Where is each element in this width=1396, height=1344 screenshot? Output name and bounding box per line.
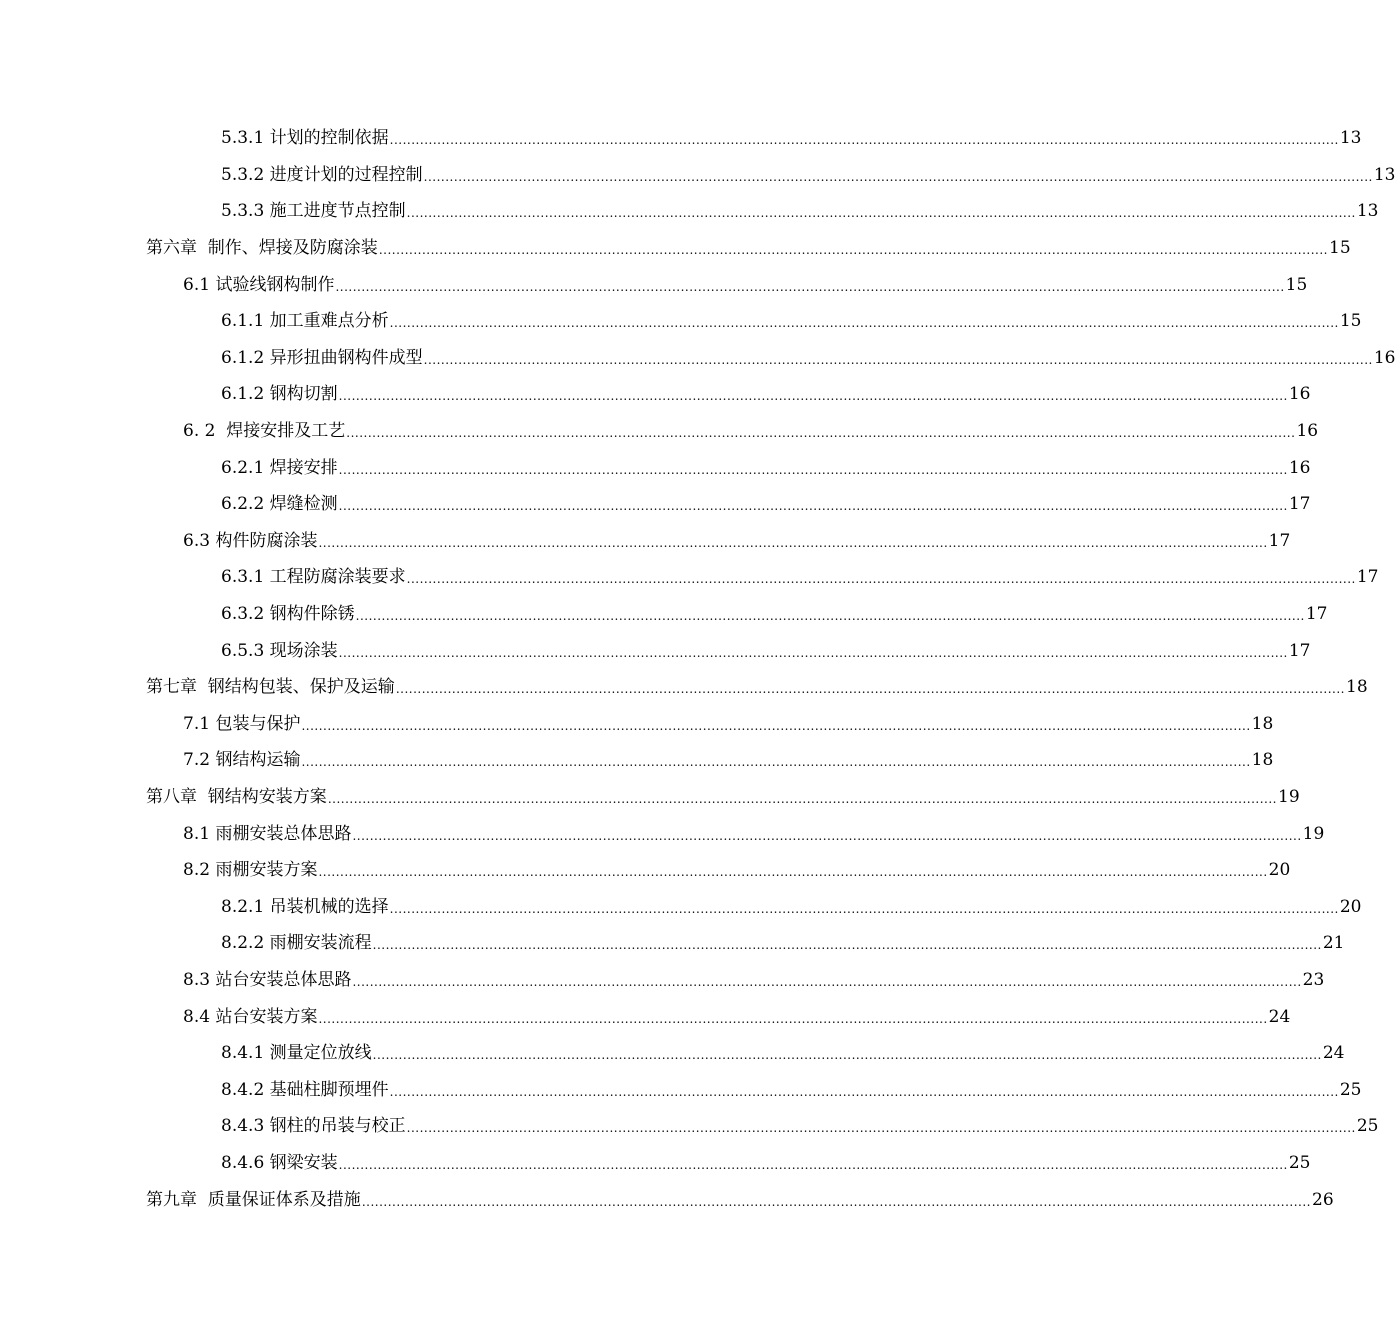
toc-entry-page-number: 16 <box>1296 421 1319 442</box>
toc-entry-title: 6. 2 焊接安排及工艺 <box>183 421 346 442</box>
toc-entry-page-number: 21 <box>1322 933 1345 954</box>
toc-entry-title: 6.3.2 钢构件除锈 <box>221 604 355 625</box>
toc-entry-page-number: 24 <box>1268 1006 1291 1027</box>
toc-dot-leader: ............................................................................................................................................................................................................................ <box>406 1121 1356 1136</box>
toc-entry-title: 第九章 质量保证体系及措施 <box>146 1189 361 1210</box>
toc-entry-title: 6.2.1 焊接安排 <box>221 457 338 478</box>
toc-entry[interactable] <box>0 1108 1379 1145</box>
toc-entry-page-number: 19 <box>1302 823 1325 844</box>
toc-entry-page-number: 26 <box>1312 1189 1334 1210</box>
toc-entry-page-number: 16 <box>1288 457 1311 478</box>
toc-entry-title: 8.4 站台安装方案 <box>183 1006 318 1027</box>
toc-entry-title: 6.1 试验线钢构制作 <box>183 274 335 295</box>
toc-dot-leader: ............................................................................................................................................................................................................................ <box>338 645 1288 660</box>
toc-dot-leader: ............................................................................................................................................................................................................................ <box>389 1084 1339 1099</box>
toc-entry-page-number: 13 <box>1339 128 1362 149</box>
toc-entry-title: 5.3.1 计划的控制依据 <box>221 128 389 149</box>
toc-entry-page-number: 19 <box>1278 786 1300 807</box>
toc-entry[interactable] <box>0 706 1274 743</box>
toc-entry[interactable] <box>0 376 1311 413</box>
toc-entry-title: 6.1.1 加工重难点分析 <box>221 311 389 332</box>
toc-entry-title: 8.4.3 钢柱的吊装与校正 <box>221 1116 406 1137</box>
toc-dot-leader: ............................................................................................................................................................................................................................ <box>338 462 1288 477</box>
toc-entry[interactable] <box>0 413 1319 450</box>
toc-entry-title: 5.3.2 进度计划的过程控制 <box>221 164 423 185</box>
toc-entry-page-number: 25 <box>1288 1152 1311 1173</box>
toc-entry-page-number: 17 <box>1305 604 1328 625</box>
toc-entry-page-number: 16 <box>1288 384 1311 405</box>
toc-dot-leader: ............................................................................................................................................................................................................................ <box>372 1048 1322 1063</box>
table-of-contents <box>0 120 1396 1218</box>
toc-dot-leader: ............................................................................................................................................................................................................................ <box>346 426 1296 441</box>
toc-entry-title: 8.4.2 基础柱脚预埋件 <box>221 1079 389 1100</box>
toc-entry-page-number: 18 <box>1346 677 1368 698</box>
toc-entry[interactable] <box>0 669 1368 706</box>
toc-entry[interactable] <box>0 266 1308 303</box>
toc-dot-leader: ............................................................................................................................................................................................................................ <box>389 901 1339 916</box>
toc-entry-title: 8.2.2 雨棚安装流程 <box>221 933 372 954</box>
toc-dot-leader: ............................................................................................................................................................................................................................ <box>406 572 1356 587</box>
toc-dot-leader: ............................................................................................................................................................................................................................ <box>338 1157 1288 1172</box>
toc-entry[interactable] <box>0 303 1362 340</box>
toc-entry-page-number: 17 <box>1288 640 1311 661</box>
toc-entry-page-number: 24 <box>1322 1043 1345 1064</box>
toc-dot-leader: ............................................................................................................................................................................................................................ <box>378 243 1328 258</box>
toc-entry-title: 6.3.1 工程防腐涂装要求 <box>221 567 406 588</box>
toc-dot-leader: ............................................................................................................................................................................................................................ <box>352 974 1302 989</box>
toc-dot-leader: ............................................................................................................................................................................................................................ <box>389 316 1339 331</box>
toc-dot-leader: ............................................................................................................................................................................................................................ <box>372 938 1322 953</box>
toc-entry[interactable] <box>0 449 1311 486</box>
toc-entry[interactable] <box>0 340 1396 377</box>
toc-entry-title: 8.1 雨棚安装总体思路 <box>183 823 352 844</box>
toc-dot-leader: ............................................................................................................................................................................................................................ <box>423 352 1373 367</box>
toc-entry-title: 8.4.1 测量定位放线 <box>221 1043 372 1064</box>
toc-entry[interactable] <box>0 1145 1311 1182</box>
toc-entry[interactable] <box>0 157 1396 194</box>
toc-entry-title: 8.2 雨棚安装方案 <box>183 860 318 881</box>
toc-dot-leader: ............................................................................................................................................................................................................................ <box>338 499 1288 514</box>
toc-dot-leader: ............................................................................................................................................................................................................................ <box>406 206 1356 221</box>
toc-entry-title: 第八章 钢结构安装方案 <box>146 786 327 807</box>
toc-entry-title: 7.1 包装与保护 <box>183 713 301 734</box>
toc-entry-title: 第六章 制作、焊接及防腐涂装 <box>146 238 378 259</box>
toc-entry[interactable] <box>0 1071 1362 1108</box>
toc-entry[interactable] <box>0 925 1345 962</box>
toc-dot-leader: ............................................................................................................................................................................................................................ <box>355 609 1305 624</box>
toc-entry-page-number: 15 <box>1329 238 1351 259</box>
toc-dot-leader: ............................................................................................................................................................................................................................ <box>327 791 1277 806</box>
toc-entry-page-number: 20 <box>1339 896 1362 917</box>
toc-entry[interactable] <box>0 193 1379 230</box>
toc-entry[interactable] <box>0 888 1362 925</box>
toc-entry-page-number: 17 <box>1288 494 1311 515</box>
toc-entry-title: 6.2.2 焊缝检测 <box>221 494 338 515</box>
toc-entry-title: 6.3 构件防腐涂装 <box>183 530 318 551</box>
toc-entry[interactable] <box>0 962 1325 999</box>
toc-dot-leader: ............................................................................................................................................................................................................................ <box>361 1194 1311 1209</box>
toc-entry-page-number: 17 <box>1356 567 1379 588</box>
toc-entry-page-number: 16 <box>1373 347 1396 368</box>
toc-entry-page-number: 18 <box>1251 750 1274 771</box>
toc-entry-title: 7.2 钢结构运输 <box>183 750 301 771</box>
toc-entry[interactable] <box>0 230 1351 267</box>
toc-entry[interactable] <box>0 596 1328 633</box>
toc-entry[interactable] <box>0 486 1311 523</box>
toc-entry[interactable] <box>0 742 1274 779</box>
toc-entry-title: 8.3 站台安装总体思路 <box>183 969 352 990</box>
toc-dot-leader: ............................................................................................................................................................................................................................ <box>335 279 1285 294</box>
toc-dot-leader: ............................................................................................................................................................................................................................ <box>423 169 1373 184</box>
toc-entry-page-number: 18 <box>1251 713 1274 734</box>
toc-entry[interactable] <box>0 559 1379 596</box>
toc-dot-leader: ............................................................................................................................................................................................................................ <box>318 535 1268 550</box>
toc-dot-leader: ............................................................................................................................................................................................................................ <box>338 389 1288 404</box>
toc-dot-leader: ............................................................................................................................................................................................................................ <box>318 1011 1268 1026</box>
toc-entry-page-number: 25 <box>1339 1079 1362 1100</box>
toc-entry[interactable] <box>0 523 1291 560</box>
toc-dot-leader: ............................................................................................................................................................................................................................ <box>395 682 1345 697</box>
toc-entry[interactable] <box>0 632 1311 669</box>
toc-entry[interactable] <box>0 852 1291 889</box>
toc-entry-title: 5.3.3 施工进度节点控制 <box>221 201 406 222</box>
toc-dot-leader: ............................................................................................................................................................................................................................ <box>301 755 1251 770</box>
toc-dot-leader: ............................................................................................................................................................................................................................ <box>352 828 1302 843</box>
toc-entry-title: 6.1.2 异形扭曲钢构件成型 <box>221 347 423 368</box>
toc-entry-page-number: 23 <box>1302 969 1325 990</box>
toc-entry-title: 8.4.6 钢梁安装 <box>221 1152 338 1173</box>
toc-dot-leader: ............................................................................................................................................................................................................................ <box>389 133 1339 148</box>
toc-entry-page-number: 20 <box>1268 860 1291 881</box>
toc-entry[interactable] <box>0 1181 1334 1218</box>
toc-entry-page-number: 25 <box>1356 1116 1379 1137</box>
toc-entry[interactable] <box>0 815 1325 852</box>
toc-dot-leader: ............................................................................................................................................................................................................................ <box>301 718 1251 733</box>
toc-entry-page-number: 15 <box>1339 311 1362 332</box>
toc-entry-title: 第七章 钢结构包装、保护及运输 <box>146 677 395 698</box>
toc-entry[interactable] <box>0 120 1362 157</box>
toc-dot-leader: ............................................................................................................................................................................................................................ <box>318 865 1268 880</box>
toc-entry-title: 8.2.1 吊装机械的选择 <box>221 896 389 917</box>
toc-entry-title: 6.5.3 现场涂装 <box>221 640 338 661</box>
toc-entry[interactable] <box>0 779 1300 816</box>
toc-entry-page-number: 15 <box>1285 274 1308 295</box>
toc-entry-page-number: 17 <box>1268 530 1291 551</box>
toc-entry[interactable] <box>0 1035 1345 1072</box>
toc-entry[interactable] <box>0 998 1291 1035</box>
toc-entry-title: 6.1.2 钢构切割 <box>221 384 338 405</box>
toc-entry-page-number: 13 <box>1373 164 1396 185</box>
toc-entry-page-number: 13 <box>1356 201 1379 222</box>
